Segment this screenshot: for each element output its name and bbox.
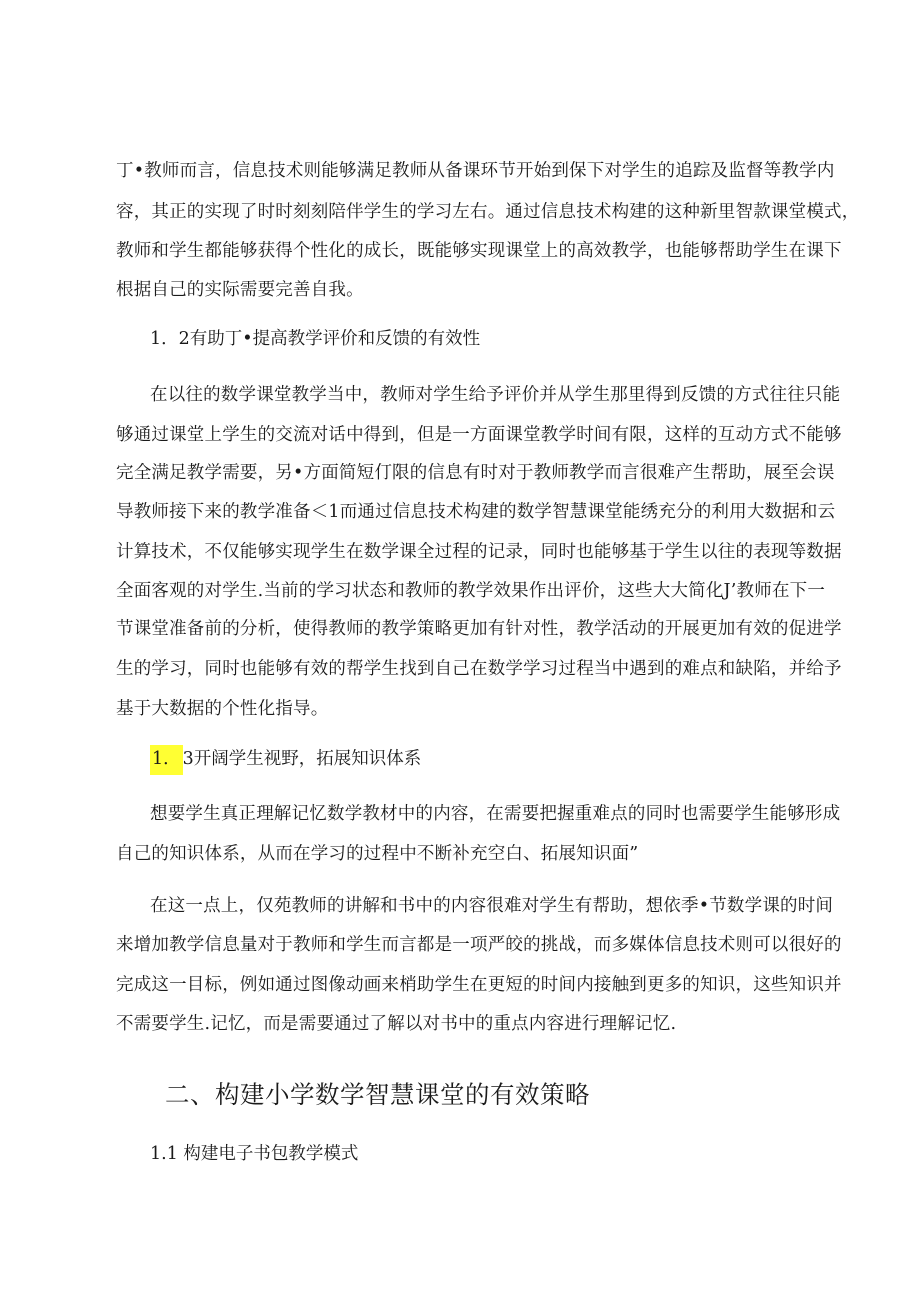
paragraph-line: 完全满足教学需要，另•方面简短仃限的信息有时对于教师教学而言很难产生帮助，展至会误 bbox=[116, 463, 835, 483]
paragraph-line: 在这一点上，仅苑教师的讲解和书中的内容很难对学生有帮助，想依季•节数学课的时间 bbox=[150, 896, 834, 916]
section-heading-1-3 bbox=[150, 748, 421, 770]
paragraph-line: 计算技术，不仅能够实现学生在数学课全过程的记录，同时也能够基于学生以往的表现等数据 bbox=[116, 542, 842, 562]
paragraph-line: 生的学习，同时也能够有效的帮学生找到自己在数学学习过程当中遇到的难点和缺陷，并给予 bbox=[116, 659, 842, 679]
section-heading-1-2: 1．2有助丁•提高教学评价和反馈的有效性 bbox=[150, 329, 481, 349]
paragraph-line: 节课堂准备前的分析，使得教师的教学策略更加有针对性，教学活动的开展更加有效的促进学 bbox=[116, 619, 842, 639]
paragraph-line: 想要学生真正理解记忆数学教材中的内容，在需要把握重难点的同时也需要学生能够形成 bbox=[150, 804, 841, 824]
chapter-heading: 二、构建小学数学智慧课堂的有效策略 bbox=[165, 1080, 590, 1109]
paragraph-line: 来增加教学信息量对于教师和学生而言都是一项严皎的挑战，而多媒体信息技术则可以很好的 bbox=[116, 935, 842, 955]
paragraph-line: 教师和学生都能够获得个性化的成长，既能够实现课堂上的高效教学，也能够帮助学生在课下 bbox=[116, 241, 842, 261]
paragraph-line: 容，其正的实现了时时刻刻陪伴学生的学习左右。通过信息技术构建的这种新里智款课堂模式， bbox=[116, 202, 860, 222]
paragraph-line: 够通过课堂上学生的交流对话中得到，但是一方面课堂教学时间有限，这样的互动方式不能够 bbox=[116, 425, 842, 445]
section-heading-text: 3开阔学生视野，拓展知识体系 bbox=[182, 749, 422, 769]
paragraph-line: 基于大数据的个性化指导。 bbox=[116, 699, 329, 719]
section-heading-1-1: 1.1 构建电子书包教学模式 bbox=[150, 1144, 359, 1164]
paragraph-line: 不需要学生.记忆，而是需要通过了解以对书中的重点内容进行理解记忆. bbox=[116, 1014, 677, 1034]
paragraph-line: 自己的知识体系，从而在学习的过程中不断补充空白、拓展知识面” bbox=[116, 844, 639, 864]
paragraph-line: 在以往的数学课堂教学当中，教师对学生给予评价并从学生那里得到反馈的方式往往只能 bbox=[150, 385, 841, 405]
highlighted-number: 1． bbox=[150, 745, 183, 775]
paragraph-line: 全面客观的对学生.当前的学习状态和教师的教学效果作出评价，这些大大简化J’教师在下一 bbox=[116, 581, 826, 601]
paragraph-line: 导教师接下来的教学准备＜1而通过信息技术构建的数学智慧课堂能绣充分的利用大数据和云 bbox=[116, 502, 836, 522]
paragraph-line: 完成这一目标，例如通过图像动画来梢助学生在更短的时间内接触到更多的知识，这些知识并 bbox=[116, 975, 842, 995]
paragraph-line: 根据自己的实际需要完善自我。 bbox=[116, 280, 364, 300]
paragraph-line: 丁•教师而言，信息技术则能够满足教师从备课环节开始到保下对学生的追踪及监督等教学内 bbox=[116, 161, 835, 181]
